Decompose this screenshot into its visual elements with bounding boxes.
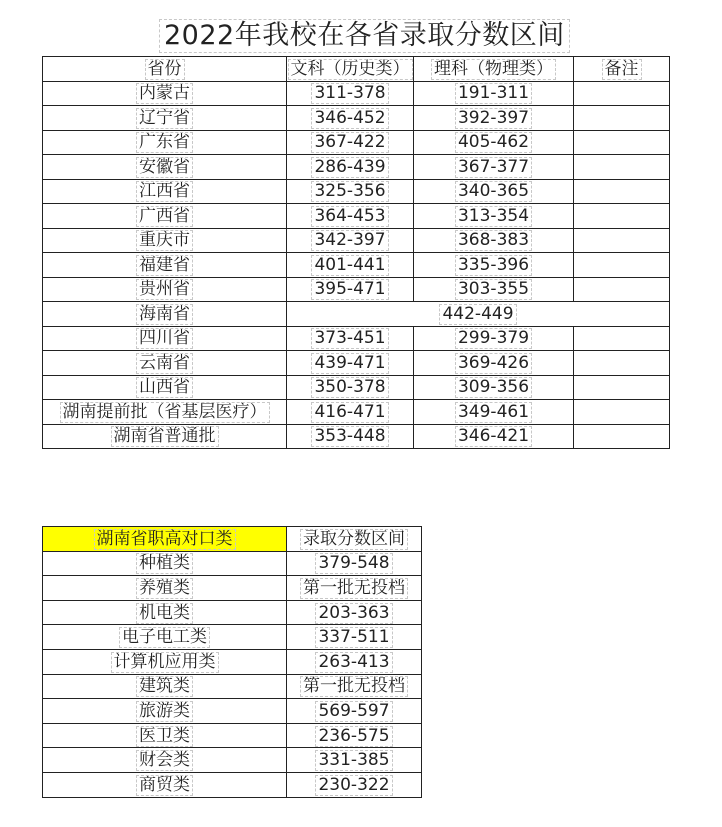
table-cell bbox=[287, 600, 422, 625]
table-cell bbox=[414, 253, 574, 278]
table-cell bbox=[287, 424, 414, 449]
table-row bbox=[43, 674, 422, 699]
table-row bbox=[43, 302, 670, 327]
province-cell: 江西省 bbox=[139, 181, 190, 202]
table-cell bbox=[414, 228, 574, 253]
table-cell bbox=[287, 81, 414, 106]
table-row bbox=[43, 649, 422, 674]
table-cell bbox=[414, 204, 574, 229]
arts-score-range: 439-471 bbox=[314, 352, 386, 373]
arts-score-range: 311-378 bbox=[314, 83, 386, 104]
table-cell bbox=[43, 253, 287, 278]
province-cell: 云南省 bbox=[139, 352, 190, 373]
table-row bbox=[43, 400, 670, 425]
table-cell bbox=[287, 106, 414, 131]
table-cell bbox=[43, 179, 287, 204]
table-cell bbox=[287, 228, 414, 253]
header-vocational-category: 湖南省职高对口类 bbox=[96, 528, 233, 549]
table-cell bbox=[574, 179, 670, 204]
arts-score-range: 364-453 bbox=[314, 205, 386, 226]
table-cell bbox=[574, 400, 670, 425]
table-cell bbox=[287, 625, 422, 650]
table-cell bbox=[287, 351, 414, 376]
table-cell bbox=[287, 204, 414, 229]
admission-score-table-body bbox=[43, 57, 670, 449]
vocational-category: 机电类 bbox=[139, 602, 190, 623]
table-row bbox=[43, 600, 422, 625]
table-cell bbox=[287, 375, 414, 400]
score-range: 第一批无投档 bbox=[303, 676, 405, 697]
arts-score-range: 286-439 bbox=[314, 156, 386, 177]
table-cell bbox=[43, 130, 287, 155]
table-cell bbox=[43, 674, 287, 699]
header-arts: 文科（历史类） bbox=[290, 58, 410, 79]
score-range: 263-413 bbox=[318, 651, 390, 672]
table-cell bbox=[414, 277, 574, 302]
table-cell bbox=[574, 155, 670, 180]
table-cell bbox=[287, 179, 414, 204]
province-cell: 海南省 bbox=[139, 303, 190, 324]
table-cell bbox=[43, 649, 287, 674]
vocational-score-table-body bbox=[43, 527, 422, 798]
score-range-merged: 442-449 bbox=[442, 303, 514, 324]
table-cell bbox=[43, 576, 287, 601]
score-range: 337-511 bbox=[318, 627, 390, 648]
vocational-category: 养殖类 bbox=[139, 577, 190, 598]
table-row bbox=[43, 351, 670, 376]
table-cell bbox=[574, 277, 670, 302]
score-range: 第一批无投档 bbox=[303, 577, 405, 598]
table-row bbox=[43, 228, 670, 253]
header-cell bbox=[287, 527, 422, 552]
vocational-category: 旅游类 bbox=[139, 700, 190, 721]
header-cell bbox=[414, 57, 574, 82]
table-row bbox=[43, 130, 670, 155]
science-score-range: 367-377 bbox=[457, 156, 530, 177]
table-cell bbox=[43, 302, 287, 327]
score-range: 331-385 bbox=[318, 750, 390, 771]
table-cell bbox=[414, 424, 574, 449]
table-cell bbox=[43, 277, 287, 302]
table-row bbox=[43, 204, 670, 229]
admission-score-table bbox=[42, 56, 670, 449]
score-range: 236-575 bbox=[318, 725, 390, 746]
table-cell bbox=[43, 551, 287, 576]
table-cell bbox=[574, 81, 670, 106]
score-range: 203-363 bbox=[318, 602, 390, 623]
province-cell: 四川省 bbox=[139, 328, 190, 349]
table-cell bbox=[414, 375, 574, 400]
vocational-category: 商贸类 bbox=[139, 774, 190, 795]
table-cell bbox=[574, 204, 670, 229]
table-cell bbox=[414, 155, 574, 180]
table-row bbox=[43, 772, 422, 797]
header-score-range: 录取分数区间 bbox=[303, 528, 405, 549]
header-cell bbox=[43, 57, 287, 82]
score-range: 569-597 bbox=[318, 700, 390, 721]
arts-score-range: 401-441 bbox=[314, 254, 386, 275]
arts-score-range: 353-448 bbox=[314, 426, 386, 447]
science-score-range: 299-379 bbox=[457, 328, 530, 349]
table-row bbox=[43, 253, 670, 278]
table-row bbox=[43, 81, 670, 106]
page-title: 2022年我校在各省录取分数区间 bbox=[160, 20, 569, 52]
table-cell bbox=[43, 723, 287, 748]
table-cell bbox=[287, 772, 422, 797]
table-cell bbox=[414, 351, 574, 376]
science-score-range: 313-354 bbox=[457, 205, 530, 226]
province-cell: 内蒙古 bbox=[139, 83, 190, 104]
table-cell bbox=[287, 723, 422, 748]
table-row bbox=[43, 179, 670, 204]
province-cell: 湖南省普通批 bbox=[113, 426, 216, 447]
science-score-range: 309-356 bbox=[457, 377, 530, 398]
province-cell: 山西省 bbox=[139, 377, 190, 398]
table-row bbox=[43, 424, 670, 449]
table-cell bbox=[43, 748, 287, 773]
table-row bbox=[43, 576, 422, 601]
arts-score-range: 342-397 bbox=[314, 230, 386, 251]
table-cell bbox=[414, 400, 574, 425]
vocational-category: 电子电工类 bbox=[122, 627, 207, 648]
table-cell bbox=[287, 748, 422, 773]
table-row bbox=[43, 375, 670, 400]
table-cell bbox=[43, 600, 287, 625]
table-header-row bbox=[43, 57, 670, 82]
science-score-range: 340-365 bbox=[457, 181, 530, 202]
header-province: 省份 bbox=[147, 58, 182, 79]
table-cell bbox=[287, 400, 414, 425]
province-cell: 辽宁省 bbox=[139, 107, 190, 128]
table-row bbox=[43, 699, 422, 724]
table-cell bbox=[574, 106, 670, 131]
header-notes: 备注 bbox=[604, 58, 639, 79]
table-cell bbox=[287, 699, 422, 724]
table-row bbox=[43, 326, 670, 351]
header-cell bbox=[574, 57, 670, 82]
table-cell bbox=[574, 424, 670, 449]
table-cell bbox=[43, 699, 287, 724]
table-cell bbox=[43, 400, 287, 425]
table-cell bbox=[414, 130, 574, 155]
table-cell bbox=[574, 253, 670, 278]
vocational-category: 建筑类 bbox=[139, 676, 190, 697]
table-cell bbox=[287, 326, 414, 351]
table-cell bbox=[43, 155, 287, 180]
arts-score-range: 416-471 bbox=[314, 401, 386, 422]
province-cell: 贵州省 bbox=[139, 279, 190, 300]
header-cell bbox=[43, 527, 287, 552]
table-cell bbox=[574, 130, 670, 155]
table-row bbox=[43, 277, 670, 302]
table-cell bbox=[287, 130, 414, 155]
arts-score-range: 350-378 bbox=[314, 377, 386, 398]
table-cell bbox=[43, 81, 287, 106]
table-cell bbox=[574, 228, 670, 253]
table-cell bbox=[43, 106, 287, 131]
arts-score-range: 373-451 bbox=[314, 328, 386, 349]
table-cell bbox=[43, 204, 287, 229]
table-cell bbox=[287, 302, 670, 327]
science-score-range: 191-311 bbox=[457, 83, 530, 104]
vocational-category: 财会类 bbox=[139, 750, 190, 771]
table-row bbox=[43, 723, 422, 748]
table-cell bbox=[43, 375, 287, 400]
province-cell: 重庆市 bbox=[139, 230, 190, 251]
table-header-row bbox=[43, 527, 422, 552]
arts-score-range: 367-422 bbox=[314, 132, 386, 153]
table-row bbox=[43, 748, 422, 773]
table-cell bbox=[287, 576, 422, 601]
table-cell bbox=[574, 326, 670, 351]
vocational-category: 种植类 bbox=[139, 553, 190, 574]
table-cell bbox=[414, 106, 574, 131]
science-score-range: 392-397 bbox=[457, 107, 530, 128]
table-row bbox=[43, 551, 422, 576]
province-cell: 湖南提前批（省基层医疗） bbox=[62, 401, 267, 422]
header-cell bbox=[287, 57, 414, 82]
table-cell bbox=[43, 326, 287, 351]
table-cell bbox=[43, 228, 287, 253]
table-cell bbox=[43, 625, 287, 650]
score-range: 379-548 bbox=[318, 553, 390, 574]
table-cell bbox=[574, 351, 670, 376]
vocational-category: 计算机应用类 bbox=[113, 651, 216, 672]
science-score-range: 349-461 bbox=[457, 401, 530, 422]
science-score-range: 303-355 bbox=[457, 279, 530, 300]
province-cell: 福建省 bbox=[139, 254, 190, 275]
table-cell bbox=[414, 326, 574, 351]
science-score-range: 405-462 bbox=[457, 132, 530, 153]
table-row bbox=[43, 155, 670, 180]
science-score-range: 335-396 bbox=[457, 254, 530, 275]
province-cell: 广东省 bbox=[139, 132, 190, 153]
table-cell bbox=[287, 674, 422, 699]
score-range: 230-322 bbox=[318, 774, 390, 795]
table-cell bbox=[43, 772, 287, 797]
province-cell: 广西省 bbox=[139, 205, 190, 226]
table-cell bbox=[287, 551, 422, 576]
table-cell bbox=[43, 424, 287, 449]
science-score-range: 368-383 bbox=[457, 230, 530, 251]
vocational-category: 医卫类 bbox=[139, 725, 190, 746]
arts-score-range: 346-452 bbox=[314, 107, 386, 128]
table-cell bbox=[43, 351, 287, 376]
arts-score-range: 395-471 bbox=[314, 279, 386, 300]
table-cell bbox=[287, 253, 414, 278]
vocational-score-table bbox=[42, 526, 422, 798]
header-science: 理科（物理类） bbox=[434, 58, 553, 79]
table-cell bbox=[414, 81, 574, 106]
table-row bbox=[43, 625, 422, 650]
science-score-range: 346-421 bbox=[457, 426, 530, 447]
table-cell bbox=[287, 277, 414, 302]
science-score-range: 369-426 bbox=[457, 352, 530, 373]
table-row bbox=[43, 106, 670, 131]
table-cell bbox=[287, 649, 422, 674]
table-cell bbox=[574, 375, 670, 400]
arts-score-range: 325-356 bbox=[314, 181, 386, 202]
table-cell bbox=[414, 179, 574, 204]
table-cell bbox=[287, 155, 414, 180]
province-cell: 安徽省 bbox=[139, 156, 190, 177]
